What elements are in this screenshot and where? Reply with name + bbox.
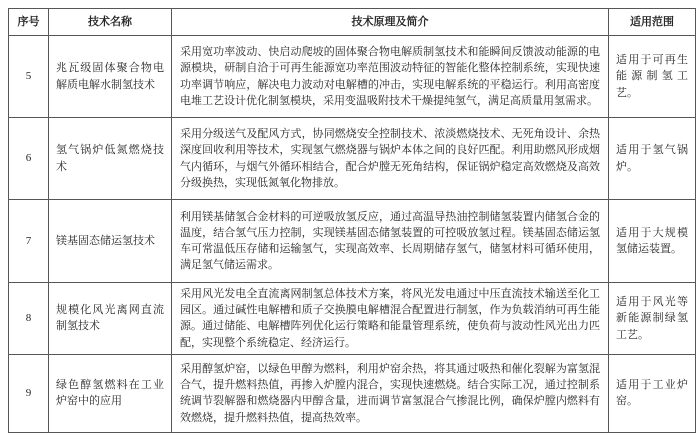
cell-name: 绿色醇氢燃料在工业炉窑中的应用 bbox=[49, 354, 172, 432]
cell-index: 5 bbox=[9, 36, 49, 118]
col-header-index: 序号 bbox=[9, 9, 49, 36]
header-row bbox=[9, 9, 696, 36]
cell-desc: 采用分级送气及配风方式，协同燃烧安全控制技术、浓淡燃烧技术、无死角设计、余热深度回收利用等技术，实现氢气燃烧器与锅炉本体之间的良好匹配。利用助燃风形成烟气内循环，与烟气外循环相结合，配合炉膛无死角结构，保证锅炉稳定高效燃烧及高效分级换热，实现低氮氧化物排放。 bbox=[172, 118, 609, 200]
table-row bbox=[9, 283, 696, 355]
cell-desc: 采用宽功率波动、快启动爬坡的固体聚合物电解质制氢技术和能瞬间反馈波动能源的电源模块，研制自洽于可再生能源宽功率范围波动特征的智能化整体控制系统，实现快速功率调节响应，解决电力波动对电解槽的冲击，实现电解系统的平稳运行。利用高密度电堆工艺设计优化制氢模块，采用变温吸附技术干燥提纯氢气，满足高质量用氢需求。 bbox=[172, 36, 609, 118]
cell-desc: 采用醇氢炉窑，以绿色甲醇为燃料，利用炉窑余热，将其通过吸热和催化裂解为富氢混合气，提升燃料热值，再掺入炉膛内混合，实现快速燃烧。结合实际工况，通过控制系统调节裂解器和燃烧器内甲醇含量，进而调节富氢混合气掺混比例，确保炉膛内燃料有效燃烧，提升燃料热值，提高热效率。 bbox=[172, 354, 609, 432]
cell-scope: 适用于风光等新能源制绿氢工艺。 bbox=[609, 283, 696, 355]
col-header-name: 技术名称 bbox=[49, 9, 172, 36]
table-body bbox=[9, 36, 696, 433]
cell-name: 镁基固态储运氢技术 bbox=[49, 200, 172, 283]
table-row bbox=[9, 36, 696, 118]
cell-index: 8 bbox=[9, 283, 49, 355]
cell-scope: 适用于工业炉窑。 bbox=[609, 354, 696, 432]
table-row bbox=[9, 200, 696, 283]
cell-index: 9 bbox=[9, 354, 49, 432]
table-row bbox=[9, 118, 696, 200]
cell-index: 7 bbox=[9, 200, 49, 283]
col-header-scope: 适用范围 bbox=[609, 9, 696, 36]
cell-desc: 采用风光发电全直流离网制氢总体技术方案，将风光发电通过中压直流技术输送至化工园区。通过碱性电解槽和质子交换膜电解槽混合配置进行制氢，作为负载消纳可再生能源。通过储能、电解槽阵列优化运行策略和能量管理系统，使负荷与波动性风光出力匹配，实现整个系统稳定、经济运行。 bbox=[172, 283, 609, 355]
technology-table bbox=[8, 8, 696, 433]
cell-index: 6 bbox=[9, 118, 49, 200]
cell-name: 氢气锅炉低氮燃烧技术 bbox=[49, 118, 172, 200]
cell-scope: 适用于大规模氢储运装置。 bbox=[609, 200, 696, 283]
cell-scope: 适用于可再生能源制氢工艺。 bbox=[609, 36, 696, 118]
cell-scope: 适用于氢气锅炉。 bbox=[609, 118, 696, 200]
cell-name: 兆瓦级固体聚合物电解质电解水制氢技术 bbox=[49, 36, 172, 118]
cell-name: 规模化风光离网直流制氢技术 bbox=[49, 283, 172, 355]
table-row bbox=[9, 354, 696, 432]
col-header-desc: 技术原理及简介 bbox=[172, 9, 609, 36]
cell-desc: 利用镁基储氢合金材料的可逆吸放氢反应，通过高温导热油控制储氢装置内储氢合金的温度，结合氢气压力控制，实现镁基固态储氢装置的可控吸放氢过程。镁基固态储运氢车可常温低压存储和运输氢气，实现高效率、长周期储存氢气，储氢材料可循环使用，满足氢气储运需求。 bbox=[172, 200, 609, 283]
